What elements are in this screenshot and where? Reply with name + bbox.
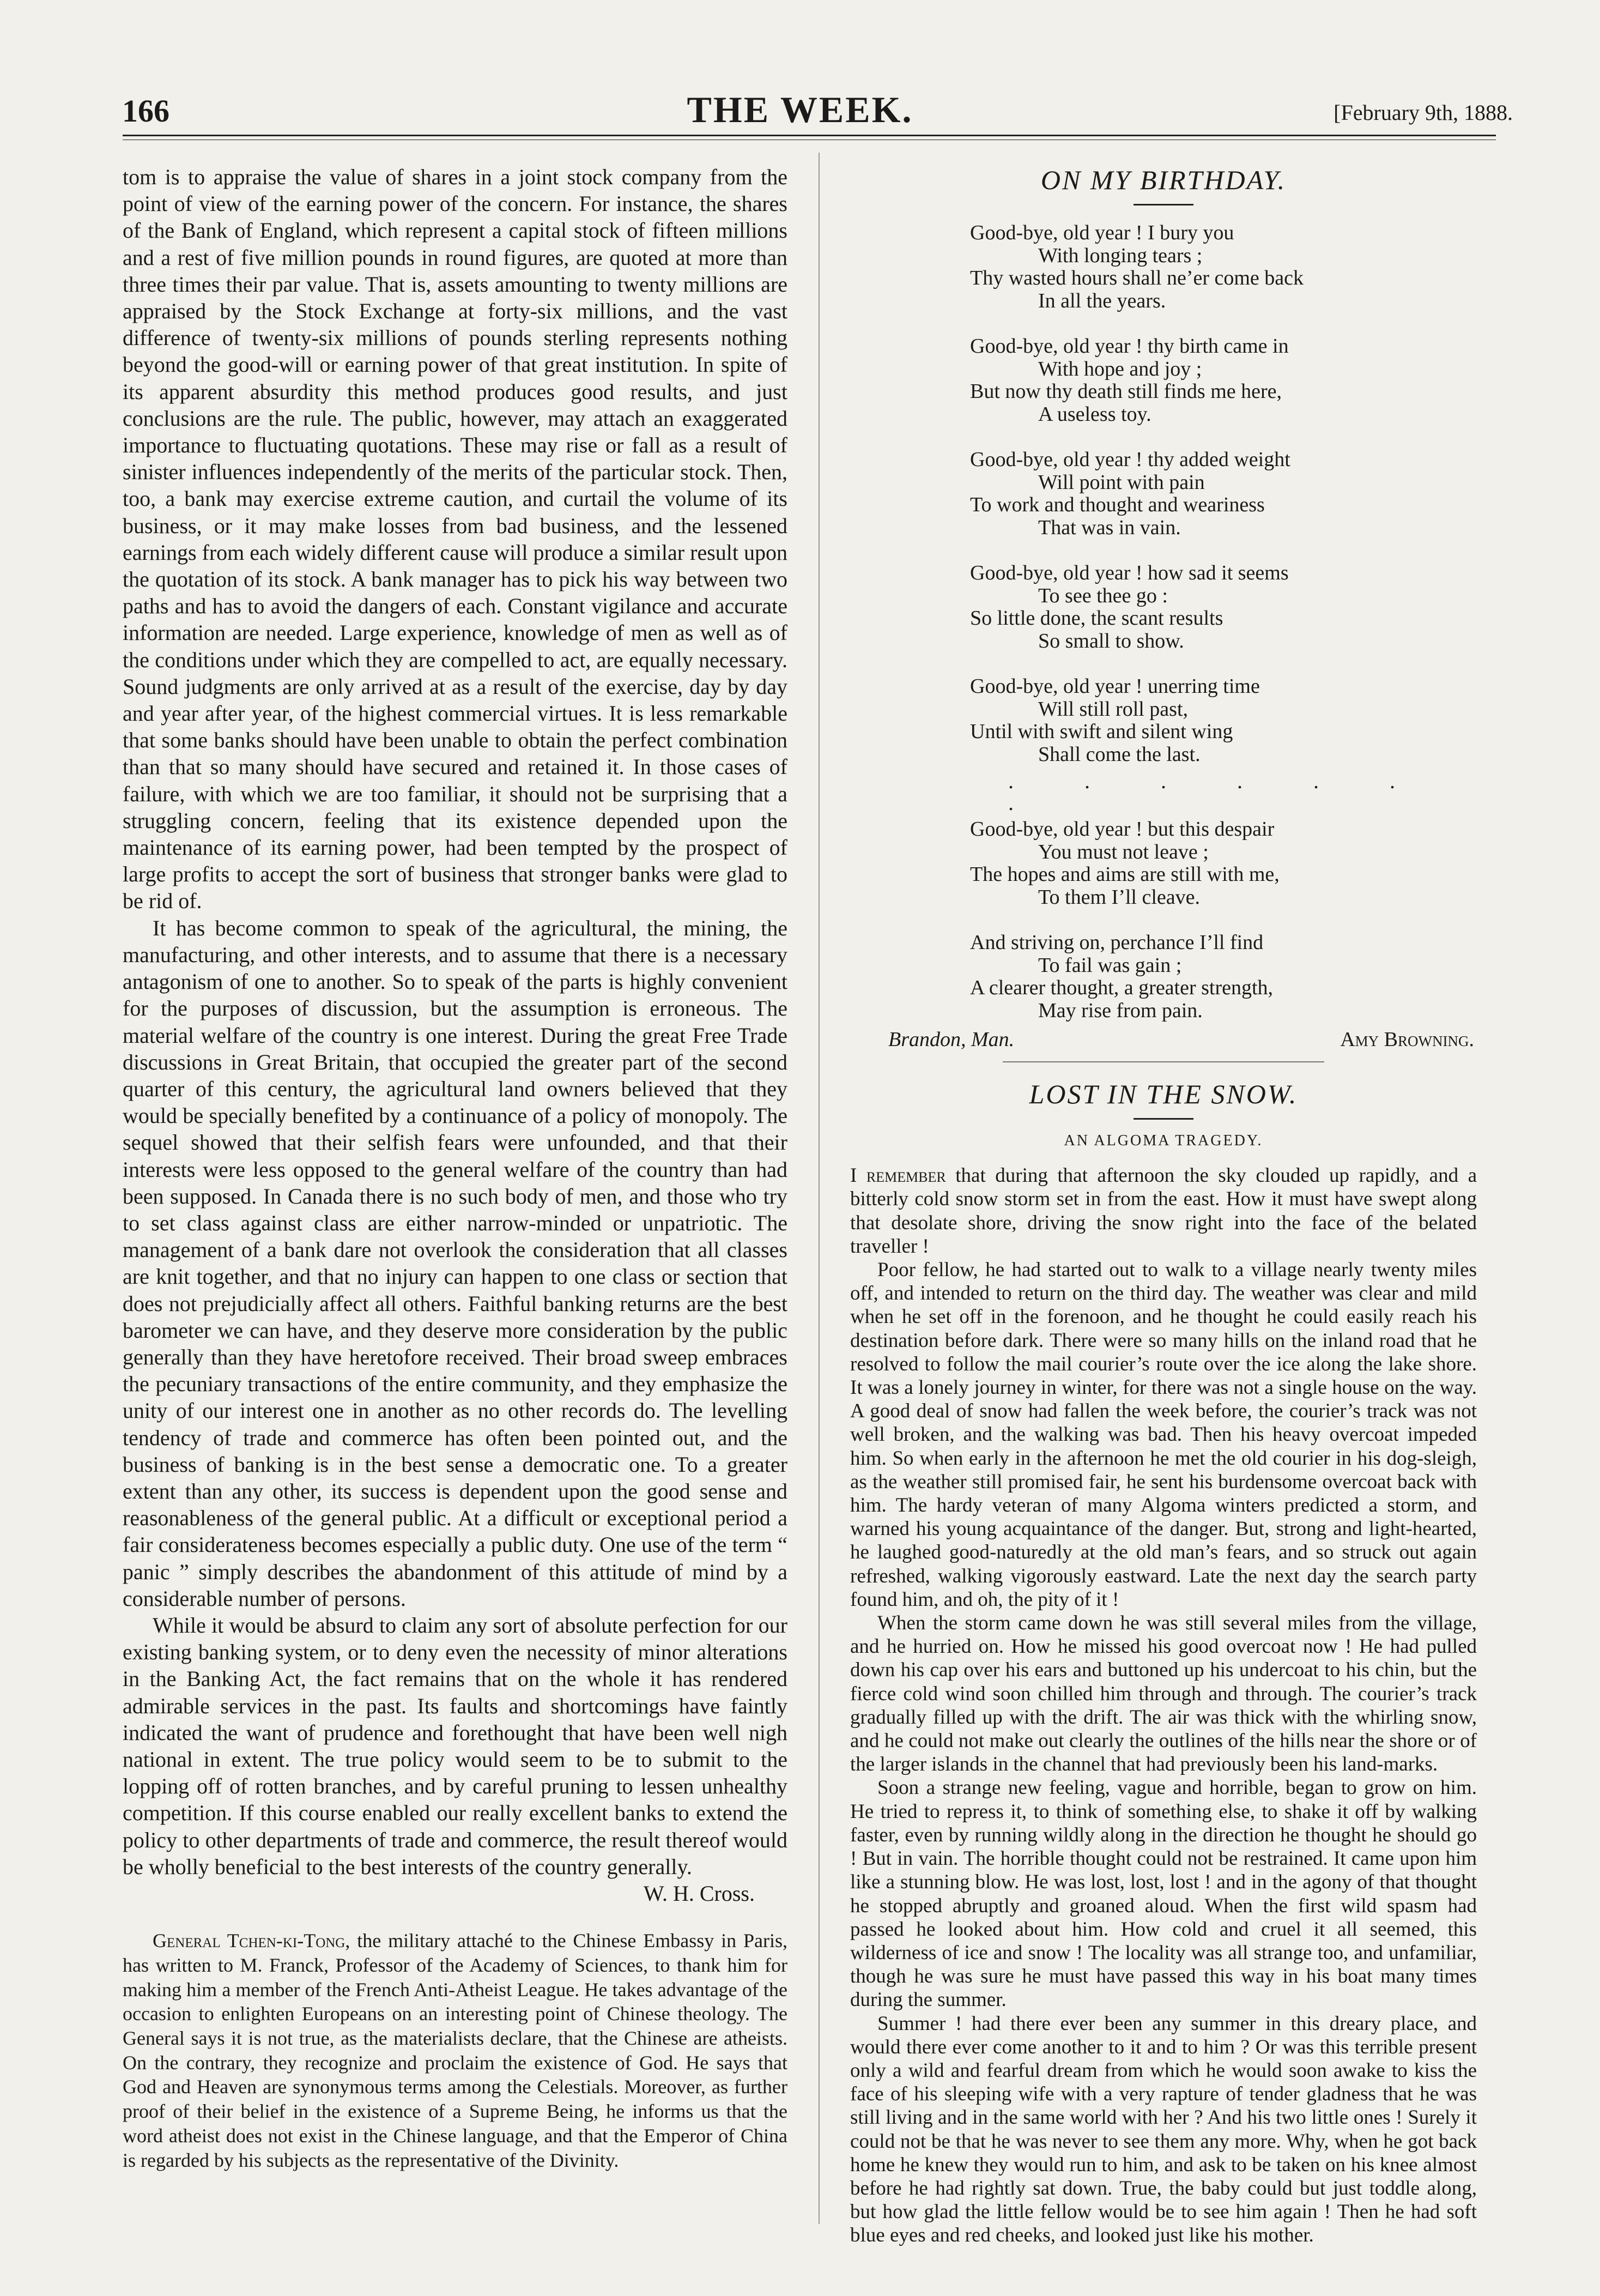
column-rule bbox=[819, 153, 820, 2224]
article-signature: W. H. Cross. bbox=[643, 1881, 755, 1906]
story-title: LOST IN THE SNOW. bbox=[1029, 1079, 1298, 1109]
article-paragraph: While it would be absurd to claim any sort of absolute perfection for our existing banking system, or to deny even the necessity of minor alterations in the Banking Act, the fact remains that on the whole it has rendered admirable services in the past. Its faults and shortcomings have faintly indicated the want of prudence and forethought that have been well nigh national in extent. The true policy would seem to be to submit to the lopping off of rotten branches, and by careful pruning to lessen unhealthy competition. If this course enabled our really excellent banks to extend the policy to other departments of trade and commerce, the result thereof would be wholly beneficial to the best interests of the country generally. bbox=[123, 1612, 787, 1879]
poem-line: To work and thought and weariness bbox=[970, 493, 1265, 516]
poem-line: A useless toy. bbox=[1038, 402, 1151, 426]
story-paragraph bbox=[850, 1164, 1477, 1258]
poem-line: May rise from pain. bbox=[1038, 999, 1203, 1022]
header-rule bbox=[123, 135, 1496, 136]
poem-stanza bbox=[970, 335, 1477, 426]
article-paragraph: tom is to appraise the value of shares in a joint stock company from the point of view of the earning power of the concern. For instance, the shares of the Bank of England, which represent a capital stock of fifteen millions and a rest of five million pounds in round figures, are quoted at more than three times their par value. That is, assets amounting to twenty millions are appraised by the Stock Exchange at forty-six millions, and the vast difference of twenty-six millions of pounds sterling represents nothing beyond the good-will or earning power of that great institution. In spite of its apparent absurdity this method produces good results, and just conclusions are the rule. The public, however, may attach an exaggerated importance to fluctuating quotations. These may rise or fall as a result of sinister influences independently of the merits of the particular stock. Then, too, a bank may exercise extreme caution, and curtail the volume of its business, or it may make losses from bad business, and the lessened earnings from each widely different cause will produce a similar result upon the quotation of its stock. A bank manager has to pick his way between two paths and has to avoid the dangers of each. Constant vigilance and accurate information are needed. Large experience, knowledge of men as well as of the conditions under which they are compelled to act, are equally necessary. Sound judgments are only arrived at as a result of the exercise, day by day and year after year, of the highest commercial virtues. It is less remarkable that some banks should have been unable to obtain the perfect combination than that so many should have secured and retained it. In those cases of failure, with which we are too familiar, it should not be surprising that a struggling concern, feeling that its existence depended upon the maintenance of its earning power, had been tempted by the prospect of large profits to accept the sort of business that stronger banks were glad to be rid of. bbox=[123, 165, 787, 914]
poem-stanza bbox=[970, 932, 1477, 1022]
poem-stanza bbox=[970, 818, 1477, 909]
poem-signature bbox=[850, 1028, 1477, 1052]
story-paragraph: Soon a strange new feeling, vague and horrible, began to grow on him. He tried to repress it, to think of something else, to shake it off by walking faster, even by running wildly along in the direction he thought he should go ! But in vain. The horrible thought could not be restrained. It came upon him like a stunning blow. He was lost, lost, lost ! and in the agony of that thought he stopped abruptly and groaned aloud. When the first wild spasm had passed he looked about him. How cold and cruel it all seemed, this wilderness of ice and snow ! The locality was all strange too, and unfamiliar, though he was sure he must have passed this way in his boat many times during the summer. bbox=[850, 1777, 1477, 2011]
general-lead: General Tchen-ki-Tong, bbox=[153, 1930, 350, 1952]
poem-line: The hopes and aims are still with me, bbox=[970, 863, 1280, 886]
poem-line: So small to show. bbox=[1038, 629, 1184, 652]
story-subtitle: AN ALGOMA TRAGEDY. bbox=[1064, 1132, 1263, 1149]
poem-author: Amy Browning. bbox=[1340, 1028, 1474, 1051]
poem-line: In all the years. bbox=[1038, 289, 1166, 312]
story-paragraph: Summer ! had there ever been any summer in this dreary place, and would there ever come another to it and to him ? Or was this terrible present only a wild and fearful dream from which he would soon awake to kiss the face of his sleeping wife with a very rapture of tender gladness that he was still living and in the same world with her ? And his two little ones ! Surely it could not be that he was never to see them any more. Why, when he got back home he knew they would run to him, and ask to be taken on his knee almost before he had rightly sat down. True, the baby could but just toddle along, but how glad the little fellow would be to see him again ! Then he had soft blue eyes and red cheeks, and looked just like his mother. bbox=[850, 2012, 1477, 2247]
general-paragraph bbox=[123, 1929, 787, 2172]
page-number: 166 bbox=[122, 93, 169, 129]
poem-stanza bbox=[970, 222, 1477, 312]
poem-title: ON MY BIRTHDAY. bbox=[1040, 165, 1287, 195]
story-lead: I remember bbox=[850, 1164, 946, 1187]
poem-line: That was in vain. bbox=[1038, 516, 1181, 539]
story-paragraph: When the storm came down he was still several miles from the village, and he hurried on. How he missed his good overcoat now ! He had pulled down his cap over his ears and buttoned up his undercoat to his chin, but the fierce cold wind soon chilled him through and through. The courier’s track gradually filled up with the drift. The air was thick with the whirling snow, and he could not make out clearly the outlines of the hills near the shore or of the larger islands in the channel that had previously been his land-marks. bbox=[850, 1612, 1477, 1776]
section-rule bbox=[1003, 1061, 1324, 1062]
poem-line: A clearer thought, a greater strength, bbox=[970, 976, 1274, 999]
poem-stanza bbox=[970, 675, 1477, 766]
poem-line: Thy wasted hours shall ne’er come back bbox=[970, 267, 1304, 289]
story-body bbox=[850, 1164, 1477, 2247]
poem-line: Good-bye, old year ! unerring time bbox=[970, 675, 1260, 698]
poem-line: Good-bye, old year ! thy added weight bbox=[970, 448, 1290, 471]
poem-line: Shall come the last. bbox=[1038, 742, 1201, 766]
poem-stanza bbox=[970, 562, 1477, 652]
poem-line: Until with swift and silent wing bbox=[970, 720, 1233, 743]
ellipsis-dots: . . . . . . . bbox=[1008, 769, 1428, 815]
poem-line: With longing tears ; bbox=[1038, 244, 1203, 267]
poem-line: You must not leave ; bbox=[1038, 840, 1209, 863]
poem-line: To see thee go : bbox=[1038, 584, 1168, 607]
poem-line: Will point with pain bbox=[1038, 470, 1205, 494]
article-paragraph: It has become common to speak of the agricultural, the mining, the manufacturing, and other interests, and to assume that there is a necessary antagonism of one to another. So to speak of the parts is highly convenient for the purposes of discussion, but the assumption is erroneous. The material welfare of the country is one interest. During the great Free Trade discussions in Great Britain, that occupied the greater part of the second quarter of this century, the agricultural land owners believed that they would be specially benefited by a continuance of a policy of monopoly. The sequel showed that their selfish fears were unfounded, and that their interests were less opposed to the general welfare of the country than had been supposed. In Canada there is no such body of men, and those who try to set class against class are either narrow-minded or unpatriotic. The management of a bank dare not overlook the consideration that all classes are knit together, and that no injury can happen to one class or section that does not prejudicially affect all others. Faithful banking returns are the best barometer we can have, and they deserve more consideration by the public generally than they have heretofore received. Their broad sweep embraces the pecuniary transactions of the entire community, and they emphasize the unity of our interest one in another as no other records do. The levelling tendency of trade and commerce has often been pointed out, and the business of banking is in the best sense a democratic one. To a greater extent than any other, its success is dependent upon the good sense and reasonableness of the general public. At a difficult or exceptional period a fair considerateness becomes especially a public duty. One use of the term “ panic ” simply describes the abandonment of this attitude of mind by a considerable number of persons. bbox=[123, 915, 787, 1611]
poem-line: Good-bye, old year ! I bury you bbox=[970, 221, 1234, 244]
title-rule bbox=[1134, 1118, 1193, 1120]
issue-date: [February 9th, 1888. bbox=[1334, 100, 1513, 125]
poem-line: To fail was gain ; bbox=[1038, 953, 1182, 977]
right-column bbox=[850, 164, 1477, 2247]
general-text: the military attaché to the Chinese Embassy in Paris, has written to M. Franck, Professor of the Academy of Sciences, to thank him for making him a member of the French Anti-Atheist League. He takes advantage of the occasion to enlighten Europeans on an interesting point of Chinese theology. The General says it is not true, as the materialists declare, that the Chinese are atheists. On the contrary, they recognize and proclaim the existence of God. He says that God and Heaven are synonymous terms among the Celestials. Moreover, as further proof of their belief in the existence of a Supreme Being, he informs us that the word atheist does not exist in the Chinese language, and that the Emperor of China is regarded by his subjects as the representative of the Divinity. bbox=[123, 1930, 788, 2171]
masthead-title: THE WEEK. bbox=[687, 89, 913, 130]
poem-line: Good-bye, old year ! how sad it seems bbox=[970, 561, 1289, 584]
poem-line: Good-bye, old year ! thy birth came in bbox=[970, 335, 1289, 358]
poem-place: Brandon, Man. bbox=[888, 1028, 1015, 1051]
story-text: that during that afternoon the sky clouded up rapidly, and a bitterly cold snow storm set in from the east. How it must have swept along that desolate shore, driving the snow right into the face of the belated traveller ! bbox=[850, 1164, 1477, 1258]
poem-stanza bbox=[970, 449, 1477, 539]
poem-line: Good-bye, old year ! but this despair bbox=[970, 818, 1275, 841]
poem-line: But now thy death still finds me here, bbox=[970, 380, 1282, 403]
poem-line: So little done, the scant results bbox=[970, 607, 1223, 630]
poem-line: With hope and joy ; bbox=[1038, 357, 1202, 380]
poem-line: To them I’ll cleave. bbox=[1038, 885, 1200, 909]
title-rule bbox=[1134, 204, 1193, 206]
poem-line: Will still roll past, bbox=[1038, 697, 1189, 721]
left-column bbox=[123, 164, 787, 2172]
story-paragraph: Poor fellow, he had started out to walk to a village nearly twenty miles off, and intended to return on the third day. The weather was clear and mild when he set off in the forenoon, and he thought he could easily reach his destination before dark. There were so many hills on the inland road that he resolved to follow the mail courier’s route over the ice along the lake shore. It was a lonely journey in winter, for there was not a single house on the way. A good deal of snow had fallen the week before, the courier’s track was not well broken, and the walking was bad. Then his heavy overcoat impeded him. So when early in the afternoon he met the old courier in his dog-sleigh, as the weather still promised fair, he sent his burdensome overcoat back with him. The hardy veteran of many Algoma winters predicted a storm, and warned his young acquaintance of the danger. But, strong and light-hearted, he laughed good-naturedly at the old man’s fears, and so struck out again refreshed, walking vigorously eastward. Late the next day the search party found him, and oh, the pity of it ! bbox=[850, 1259, 1477, 1611]
poem-line: And striving on, perchance I’ll find bbox=[970, 931, 1264, 954]
